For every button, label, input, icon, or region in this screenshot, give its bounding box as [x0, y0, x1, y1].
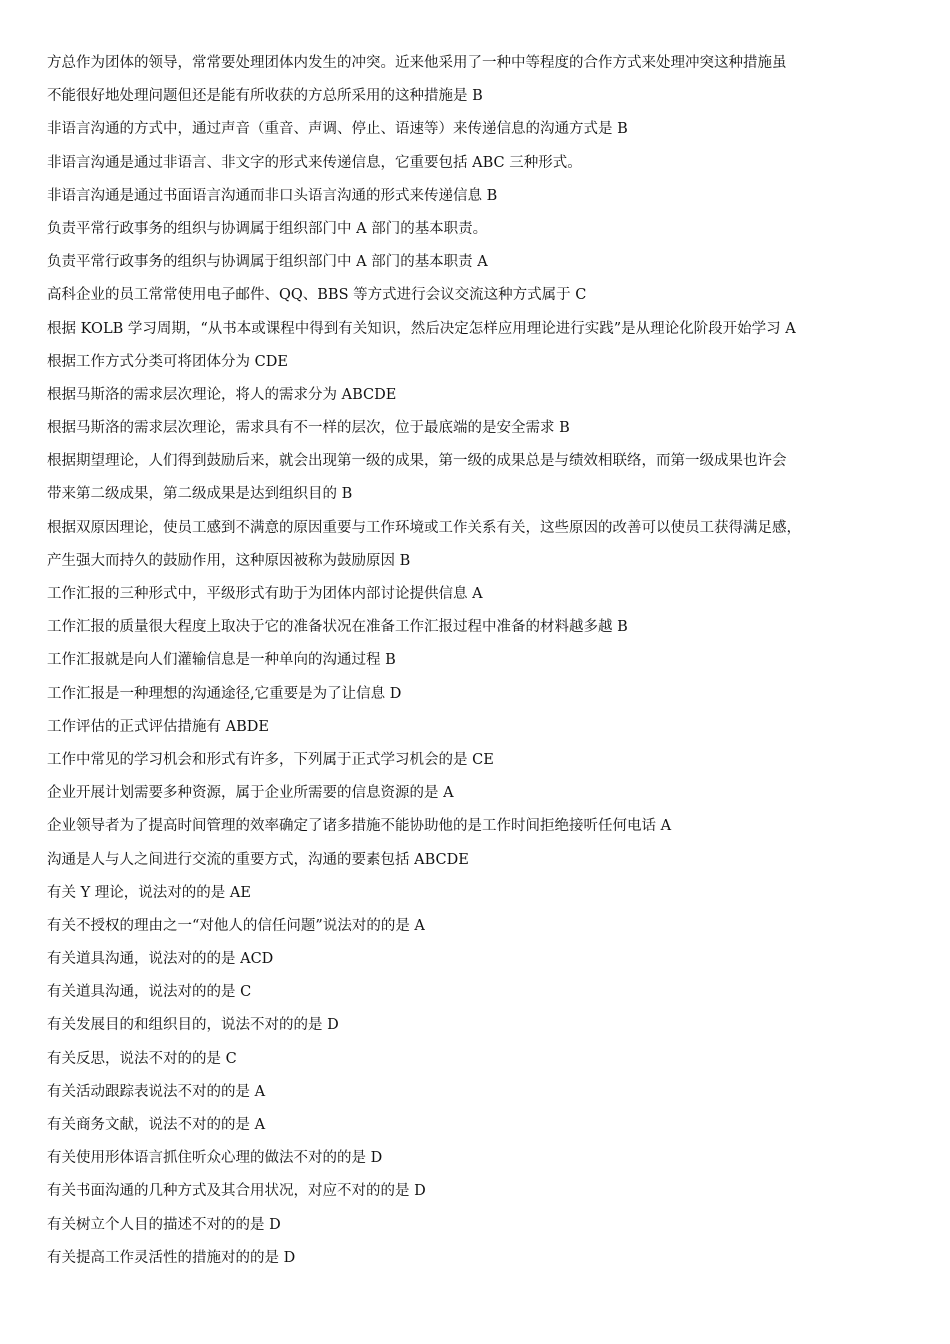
text-line: 有关道具沟通，说法对的的是 C [47, 984, 252, 1001]
text-line: 非语言沟通是通过非语言、非文字的形式来传递信息，它重要包括 ABC 三种形式。 [47, 154, 582, 171]
text-line: 根据双原因理论，使员工感到不满意的原因重要与工作环境或工作关系有关，这些原因的改善可以使员工获得满足感， [47, 519, 801, 536]
text-line: 工作评估的正式评估措施有 ABDE [47, 718, 269, 735]
document-page [47, 47, 917, 1275]
text-line: 企业领导者为了提高时间管理的效率确定了诸多措施不能协助他的是工作时间拒绝接听任何电话 A [47, 818, 672, 835]
text-line: 有关 Y 理论，说法对的的是 AE [47, 884, 251, 901]
text-line: 有关使用形体语言抓住听众心理的做法不对的的是 D [47, 1150, 383, 1167]
text-line: 有关树立个人目的描述不对的的是 D [47, 1216, 281, 1233]
text-line: 有关提高工作灵活性的措施对的的是 D [47, 1249, 296, 1266]
text-line: 负责平常行政事务的组织与协调属于组织部门中 A 部门的基本职责 A [47, 254, 488, 271]
text-line: 带来第二级成果，第二级成果是达到组织目的 B [47, 486, 353, 503]
text-line: 非语言沟通的方式中，通过声音（重音、声调、停止、语速等）来传递信息的沟通方式是 B [47, 121, 628, 138]
text-line: 非语言沟通是通过书面语言沟通而非口头语言沟通的形式来传递信息 B [47, 187, 498, 204]
text-line: 企业开展计划需要多种资源，属于企业所需要的信息资源的是 A [47, 785, 454, 802]
text-line: 有关发展目的和组织目的，说法不对的的是 D [47, 1017, 339, 1034]
text-line: 沟通是人与人之间进行交流的重要方式，沟通的要素包括 ABCDE [47, 851, 469, 868]
text-line: 根据 KOLB 学习周期，“从书本或课程中得到有关知识，然后决定怎样应用理论进行实践”是从理论化阶段开始学习 A [47, 320, 796, 337]
text-line: 有关不授权的理由之一“对他人的信任问题”说法对的的是 A [47, 917, 425, 934]
text-line: 工作中常见的学习机会和形式有许多，下列属于正式学习机会的是 CE [47, 751, 494, 768]
text-line: 有关书面沟通的几种方式及其合用状况，对应不对的的是 D [47, 1183, 426, 1200]
text-line: 方总作为团体的领导，常常要处理团体内发生的冲突。近来他采用了一种中等程度的合作方式来处理冲突这种措施虽 [47, 55, 787, 71]
text-line: 根据马斯洛的需求层次理论，需求具有不一样的层次，位于最底端的是安全需求 B [47, 420, 570, 437]
text-line: 根据期望理论，人们得到鼓励后来，就会出现第一级的成果，第一级的成果总是与绩效相联络，而第一级成果也许会 [47, 453, 787, 470]
text-line: 高科企业的员工常常使用电子邮件、QQ、BBS 等方式进行会议交流这种方式属于 C [47, 287, 587, 304]
text-line: 工作汇报是一种理想的沟通途径,它重要是为了让信息 D [47, 685, 402, 702]
text-line: 不能很好地处理问题但还是能有所收获的方总所采用的这种措施是 B [47, 88, 483, 105]
text-line: 有关活动跟踪表说法不对的的是 A [47, 1083, 266, 1100]
text-line: 有关商务文献，说法不对的的是 A [47, 1117, 266, 1133]
text-line: 工作汇报就是向人们灌输信息是一种单向的沟通过程 B [47, 652, 396, 669]
text-line: 负责平常行政事务的组织与协调属于组织部门中 A 部门的基本职责。 [47, 220, 488, 237]
text-line: 产生强大而持久的鼓励作用，这种原因被称为鼓励原因 B [47, 552, 411, 569]
text-line: 根据马斯洛的需求层次理论，将人的需求分为 ABCDE [47, 386, 397, 403]
text-line: 工作汇报的质量很大程度上取决于它的准备状况在准备工作汇报过程中准备的材料越多越 B [47, 619, 628, 636]
text-line: 根据工作方式分类可将团体分为 CDE [47, 353, 288, 370]
text-line: 工作汇报的三种形式中，平级形式有助于为团体内部讨论提供信息 A [47, 586, 483, 602]
text-line: 有关反思，说法不对的的是 C [47, 1050, 237, 1067]
text-line: 有关道具沟通，说法对的的是 ACD [47, 951, 274, 968]
